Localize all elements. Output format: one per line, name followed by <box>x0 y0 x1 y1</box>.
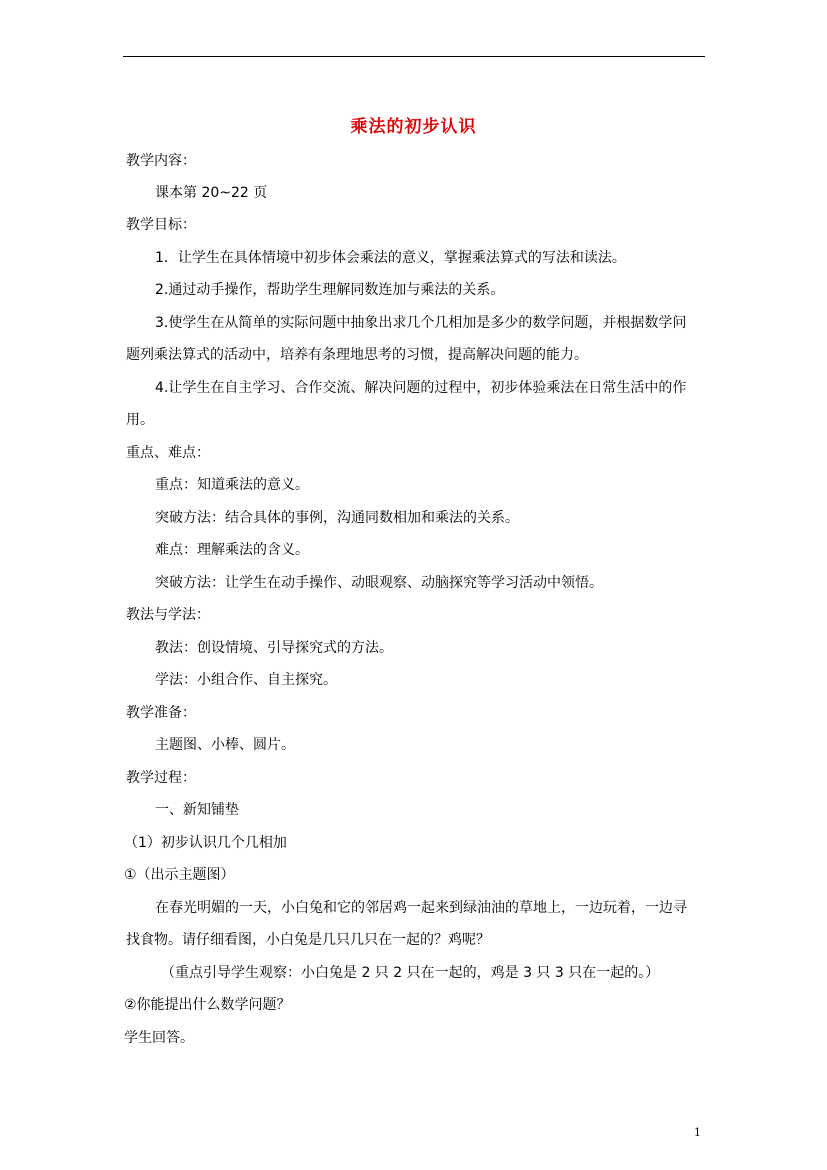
process-heading: 教学过程： <box>126 770 196 786</box>
step-1-sub: （1）初步认识几个几相加 <box>124 835 287 851</box>
circle-2: ②你能提出什么数学问题？ <box>124 997 291 1013</box>
goal-1: 1．让学生在具体情境中初步体会乘法的意义，掌握乘法算式的写法和读法。 <box>155 250 626 266</box>
goal-3-line-1: 3.使学生在从简单的实际问题中抽象出求几个几相加是多少的数学问题，并根据数学问 <box>155 315 687 331</box>
circle-1: ①（出示主题图） <box>124 867 235 883</box>
guide-note: （重点引导学生观察：小白兔是 2 只 2 只在一起的，鸡是 3 只 3 只在一起的。） <box>161 965 660 981</box>
content-text: 课本第 20~22 页 <box>155 185 268 201</box>
difficulty: 难点：理解乘法的含义。 <box>155 542 309 558</box>
keypoints-heading: 重点、难点： <box>126 445 210 461</box>
prep-heading: 教学准备： <box>126 705 196 721</box>
step-1: 一、新知铺垫 <box>155 802 239 818</box>
document-title: 乘法的初步认识 <box>350 117 477 137</box>
teaching-method: 教法：创设情境、引导探究式的方法。 <box>155 640 393 656</box>
answer: 学生回答。 <box>124 1030 194 1046</box>
page-number: 1 <box>694 1126 701 1139</box>
difficulty-method: 突破方法：让学生在动手操作、动眼观察、动脑探究等学习活动中领悟。 <box>155 575 603 591</box>
goal-2: 2.通过动手操作，帮助学生理解同数连加与乘法的关系。 <box>155 282 505 298</box>
goal-4-line-2: 用。 <box>126 412 154 428</box>
story-line-2: 找食物。请仔细看图，小白兔是几只几只在一起的？鸡呢？ <box>126 932 490 948</box>
goals-heading: 教学目标： <box>126 217 196 233</box>
goal-3-line-2: 题列乘法算式的活动中，培养有条理地思考的习惯，提高解决问题的能力。 <box>126 347 588 363</box>
story-line-1: 在春光明媚的一天，小白兔和它的邻居鸡一起来到绿油油的草地上，一边玩着，一边寻 <box>155 900 687 916</box>
learning-method: 学法：小组合作、自主探究。 <box>155 672 337 688</box>
methods-heading: 教法与学法： <box>126 607 210 623</box>
keypoint: 重点：知道乘法的意义。 <box>155 477 309 493</box>
header-rule <box>123 56 705 57</box>
keypoint-method: 突破方法：结合具体的事例，沟通同数相加和乘法的关系。 <box>155 510 519 526</box>
goal-4-line-1: 4.让学生在自主学习、合作交流、解决问题的过程中，初步体验乘法在日常生活中的作 <box>155 380 687 396</box>
content-heading: 教学内容： <box>126 153 196 169</box>
prep-text: 主题图、小棒、圆片。 <box>155 737 295 753</box>
